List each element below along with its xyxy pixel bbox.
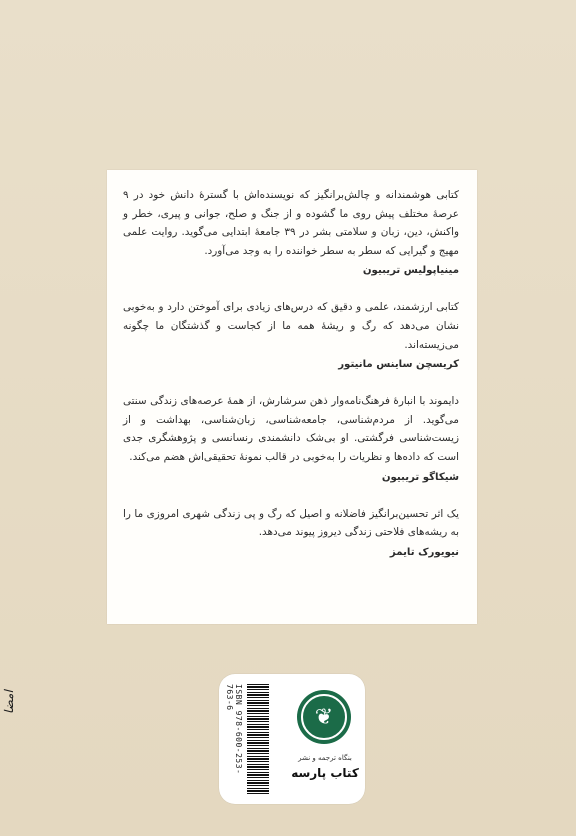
publisher-tagline: بنگاه ترجمه و نشر (298, 754, 352, 762)
review-source: کریسچن ساینس مانیتور (338, 359, 459, 371)
review-source: نیویورک تایمز (389, 546, 459, 558)
review-source: مینیاپولیس تریبیون (362, 265, 459, 277)
review-card (107, 170, 477, 624)
publisher-badge (219, 674, 365, 804)
review-4 (123, 505, 459, 561)
tree-icon: ❦ (301, 694, 347, 740)
review-separator (123, 279, 459, 298)
review-source: شیکاگو تریبیون (381, 471, 459, 483)
isbn-text: ISBN 978-600-253-763-6 (225, 684, 243, 775)
publisher-name: کتاب پارسه (291, 766, 359, 780)
review-separator (123, 486, 459, 505)
review-2 (123, 298, 459, 373)
review-text: کتابی هوشمندانه و چالش‌برانگیز که نویسنده‌اش با گسترهٔ دانش خود در ۹ عرصهٔ مختلف پیش روی ما گشوده و از جنگ و صلح، جوانی و پیری، خطر و واکنش، دین، زبان و سلامتی بشر در ۳۹ جامعهٔ ابتدایی می‌گوید. روایت علمی مهیج و گیرایی که سطر به سطر خواننده را به وجد می‌آورد. (123, 189, 459, 257)
review-text: یک اثر تحسین‌برانگیز فاضلانه و اصیل که رگ و پی زندگی شهری امروزی ما را به ریشه‌های فلاحتی زندگی دیروز پیوند می‌دهد. (123, 507, 459, 539)
barcode-icon (247, 684, 269, 794)
review-separator (123, 373, 459, 392)
review-text: کتابی ارزشمند، علمی و دقیق که درس‌های زیادی برای آموختن دارد و به‌خوبی نشان می‌دهد که رگ و ریشهٔ همه ما از کجاست و گذشتگان ما چگونه می‌زیسته‌اند. (123, 301, 459, 351)
review-text: دایموند با انبارهٔ فرهنگ‌نامه‌وار ذهن سرشارش، از همهٔ عرصه‌های زندگی سنتی می‌گوید. از مردم‌شناسی، جامعه‌شناسی، زبان‌شناسی، بهداشت و از زیست‌شناسی فرگشتی. او بی‌شک دانشمندی رنسانسی و پژوهشگری جدی است که داده‌ها و نظریات را به‌خوبی در قالب نمونهٔ تحقیقی‌اش هضم می‌کند. (123, 395, 459, 463)
review-3 (123, 392, 459, 485)
publisher-logo-icon (297, 690, 351, 744)
handwritten-signature: امضا (2, 690, 16, 714)
review-1 (123, 186, 459, 279)
